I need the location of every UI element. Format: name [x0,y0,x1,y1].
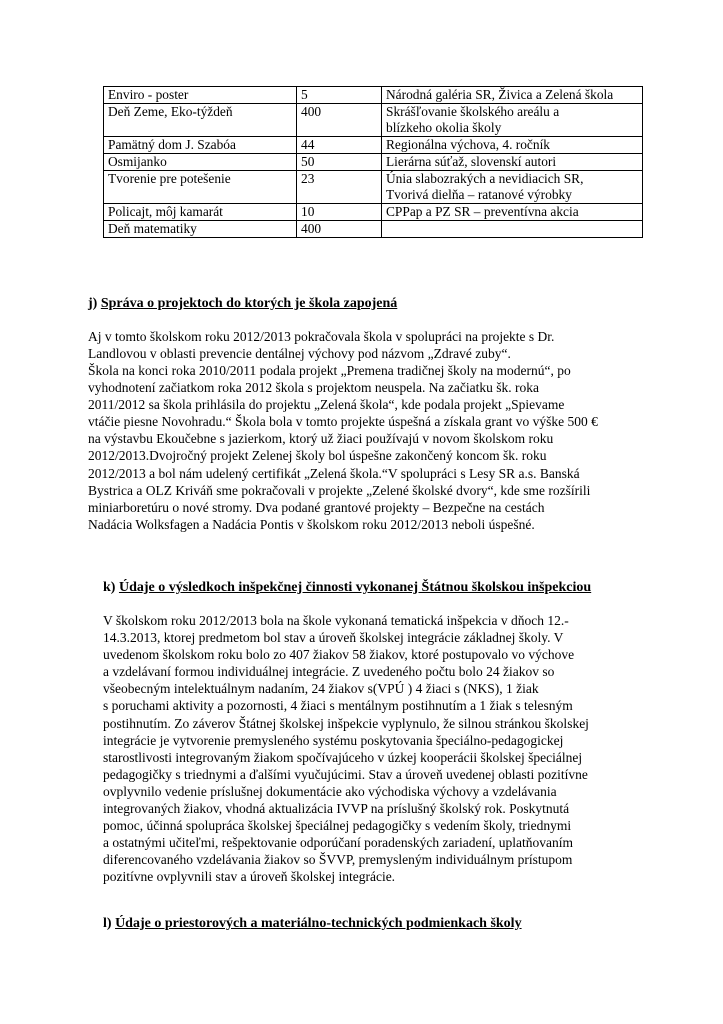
participants-cell: 50 [297,154,382,171]
participants-cell: 400 [297,104,382,137]
table-row [104,137,643,154]
section-j-paragraph-2: Škola na konci roka 2010/2011 podala projekt „Premena tradičnej školy na modernú“, po vyhodnotení začiatkom roka 2012 škola s projektom neuspela. Na začiatku šk. roka 2011/2012 sa škola prihlásila do projektu „Zelená škola“, kde podala projekt „Spievame vtáčie piesne Novohradu.“ Škola bola v tomto projekte úspešná a získala grant vo výške 500 € na výstavbu Ekoučebne s jazierkom, ktorý už žiaci používajú v novom školskom roku 2012/2013.Dvojročný projekt Zelenej školy bol úspešne zakončený koncom šk. roku 2012/2013 a bol nám udelený certifikát „Zelená škola.“V spolupráci s Lesy SR a.s. Banská Bystrica a OLZ Kriváň sme pokračovali v projekte „Zelené školské dvory“, kde sme rozšírili miniarboretúru o nové stromy. Dva podané grantové projekty – Bezpečne na cestách Nadácia Wolksfagen a Nadácia Pontis v školskom roku 2012/2013 neboli úspešné. [88,363,598,532]
table-row [104,171,643,204]
table-row [104,221,643,238]
table-row [104,204,643,221]
section-j-paragraph-1: Aj v tomto školskom roku 2012/2013 pokračovala škola v spolupráci na projekte s Dr. Landlovou v oblasti prevencie dentálnej výchovy pod názvom „Zdravé zuby“. [88,329,555,362]
section-j-title: Správa o projektoch do ktorých je škola zapojená [100,296,398,311]
section-l-heading [103,915,522,932]
section-k-title: Údaje o výsledkoch inšpekčnej činnosti vykonanej Štátnou školskou inšpekciou [118,580,592,595]
project-name-cell: Tvorenie pre potešenie [104,171,297,204]
project-name-cell: Deň matematiky [104,221,297,238]
section-k-prefix: k) [103,580,119,595]
project-name-cell: Enviro - poster [104,87,297,104]
partner-cell: Skrášľovanie školského areálu a blízkeho okolia školy [382,104,643,137]
project-name-cell: Osmijanko [104,154,297,171]
section-l-title: Údaje o priestorových a materiálno-technických podmienkach školy [115,916,522,931]
project-name-cell: Policajt, môj kamarát [104,204,297,221]
section-k-heading [103,579,591,596]
section-j-heading [88,295,397,312]
participants-cell: 5 [297,87,382,104]
partner-cell: Národná galéria SR, Živica a Zelená škola [382,87,643,104]
participants-cell: 44 [297,137,382,154]
section-j-prefix: j) [88,296,101,311]
participants-cell: 10 [297,204,382,221]
table-row [104,154,643,171]
table-row [104,87,643,104]
partner-cell: CPPap a PZ SR – preventívna akcia [382,204,643,221]
project-name-cell: Deň Zeme, Eko-týždeň [104,104,297,137]
partner-cell [382,221,643,238]
projects-table [103,86,643,238]
section-k-paragraph: V školskom roku 2012/2013 bola na škole vykonaná tematická inšpekcia v dňoch 12.- 14.3.2013, ktorej predmetom bol stav a úroveň školskej integrácie základnej školy. V uvedenom školskom roku bolo zo 407 žiakov 58 žiakov, ktoré postupovalo vo výchove a vzdelávaní formou individuálnej integrácie. Z uvedeného počtu bolo 24 žiakov so všeobecným intelektuálnym nadaním, 24 žiakov s(VPÚ ) 4 žiaci s (NKS), 1 žiak s poruchami aktivity a pozornosti, 4 žiaci s mentálnym postihnutím a 1 žiak s telesným postihnutím. Zo záverov Štátnej školskej inšpekcie vyplynulo, že silnou stránkou školskej integrácie je vytvorenie premysleného systému poskytovania špeciálno-pedagogickej starostlivosti integrovaným žiakom spočívajúceho v úzkej kooperácii školskej špeciálnej pedagogičky s triednymi a ďalšími vyučujúcimi. Stav a úroveň uvedenej oblasti pozitívne ovplyvnilo vedenie príslušnej dokumentácie ako východiska výchovy a vzdelávania integrovaných žiakov, vhodná aktualizácia IVVP na príslušný školský rok. Poskytnutá pomoc, účinná spolupráca školskej špeciálnej pedagogičky s vedením školy, triednymi a ostatnými učiteľmi, rešpektovanie odporúčaní poradenských zariadení, uplatňovaním diferencovaného vzdelávania žiakov so ŠVVP, premysleným individuálnym prístupom pozitívne ovplyvnili stav a úroveň školskej integrácie. [103,613,589,885]
partner-cell: Únia slabozrakých a nevidiacich SR, Tvorivá dielňa – ratanové výrobky [382,171,643,204]
section-l-prefix: l) [103,916,116,931]
table-row [104,104,643,137]
participants-cell: 400 [297,221,382,238]
partner-cell: Regionálna výchova, 4. ročník [382,137,643,154]
partner-cell: Lierárna súťaž, slovenskí autori [382,154,643,171]
project-name-cell: Pamätný dom J. Szabóa [104,137,297,154]
participants-cell: 23 [297,171,382,204]
